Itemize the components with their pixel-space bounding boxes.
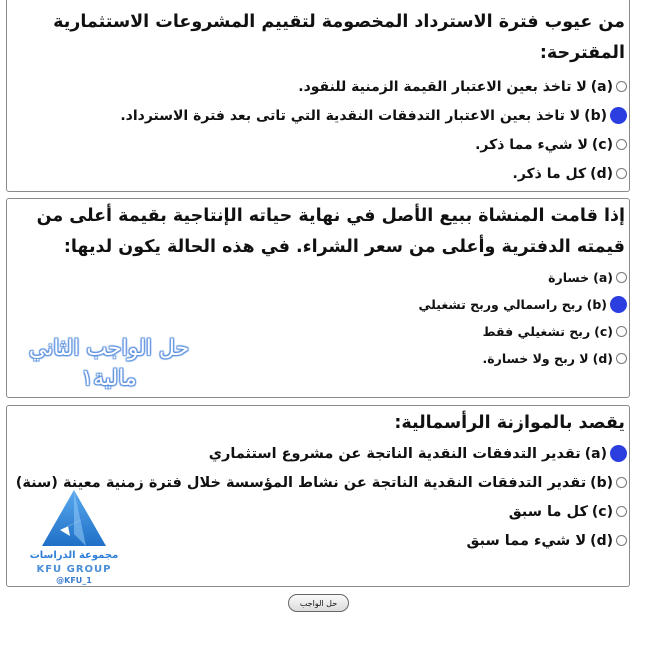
option-letter: (b) (586, 297, 607, 312)
option-letter: (c) (594, 324, 613, 339)
radio-button[interactable] (616, 326, 627, 337)
option-text: لا تاخذ بعين الاعتبار التدفقات النقدية التي تاتى بعد فترة الاسترداد. (120, 107, 581, 124)
q2-option-a[interactable] (7, 264, 629, 291)
radio-button[interactable] (616, 81, 627, 92)
option-text: تقدير التدفقات النقدية الناتجة عن نشاط المؤسسة خلال فترة زمنية معينة (سنة) (15, 474, 587, 491)
radio-button[interactable] (616, 535, 627, 546)
q1-option-c[interactable] (7, 130, 629, 159)
option-text: خسارة (548, 270, 590, 285)
logo-group-text: KFU GROUP (36, 564, 112, 575)
option-letter: (b) (590, 474, 613, 491)
question-2-text: إذا قامت المنشاة ببيع الأصل في نهاية حياته الإنتاجية بقيمة أعلى من قيمته الدفترية وأعلى من سعر الشراء. في هذه الحالة يكون لديها: (36, 206, 625, 257)
radio-button[interactable] (616, 272, 627, 283)
q1-option-a[interactable] (7, 72, 629, 101)
submit-button[interactable]: حل الواجب (288, 594, 349, 612)
radio-button[interactable] (616, 139, 627, 150)
option-letter: (a) (593, 270, 613, 285)
q1-option-d[interactable] (7, 159, 629, 188)
q3-option-a[interactable] (7, 439, 629, 468)
option-text: لا تاخذ بعين الاعتبار القيمة الزمنية للنقود. (298, 78, 587, 95)
logo-triangle-icon (24, 486, 124, 550)
question-1-text: من عيوب فترة الاسترداد المخصومة لتقييم المشروعات الاستثمارية المقترحة: (53, 12, 625, 63)
radio-button-selected[interactable] (610, 107, 627, 124)
logo-handle-text: @KFU_1 (56, 576, 92, 585)
watermark-text (14, 334, 204, 394)
option-text: ربح تشغيلي فقط (482, 324, 591, 339)
option-text: ربح راسمالي وربح تشغيلي (418, 297, 583, 312)
option-letter: (d) (592, 351, 613, 366)
radio-button[interactable] (616, 477, 627, 488)
question-3-text: يقصد بالموازنة الرأسمالية: (394, 413, 625, 433)
logo-brand-text: مجموعة الدراسات (29, 550, 119, 561)
radio-button-selected[interactable] (610, 296, 627, 313)
group-logo (24, 486, 124, 586)
option-text: لا شيء مما سبق (466, 532, 587, 549)
option-letter: (d) (590, 165, 613, 182)
q2-option-b[interactable] (7, 291, 629, 318)
option-text: لا شيء مما ذكر. (475, 136, 588, 153)
option-text: لا ربح ولا خسارة. (482, 351, 589, 366)
option-text: كل ما سبق (508, 503, 588, 520)
radio-button[interactable] (616, 506, 627, 517)
watermark-line-2: مالية١ (81, 366, 137, 391)
option-letter: (d) (590, 532, 613, 549)
option-letter: (c) (591, 136, 613, 153)
radio-button[interactable] (616, 168, 627, 179)
radio-button-selected[interactable] (610, 445, 627, 462)
q1-option-b[interactable] (7, 101, 629, 130)
option-text: تقدير التدفقات النقدية الناتجة عن مشروع استثماري (208, 445, 581, 462)
option-letter: (b) (584, 107, 607, 124)
option-letter: (a) (584, 445, 607, 462)
option-letter: (a) (590, 78, 613, 95)
option-text: كل ما ذكر. (512, 165, 587, 182)
watermark-line-1: حل الواجب الثاني (28, 336, 190, 361)
question-1 (6, 0, 630, 192)
radio-button[interactable] (616, 353, 627, 364)
option-letter: (c) (591, 503, 613, 520)
